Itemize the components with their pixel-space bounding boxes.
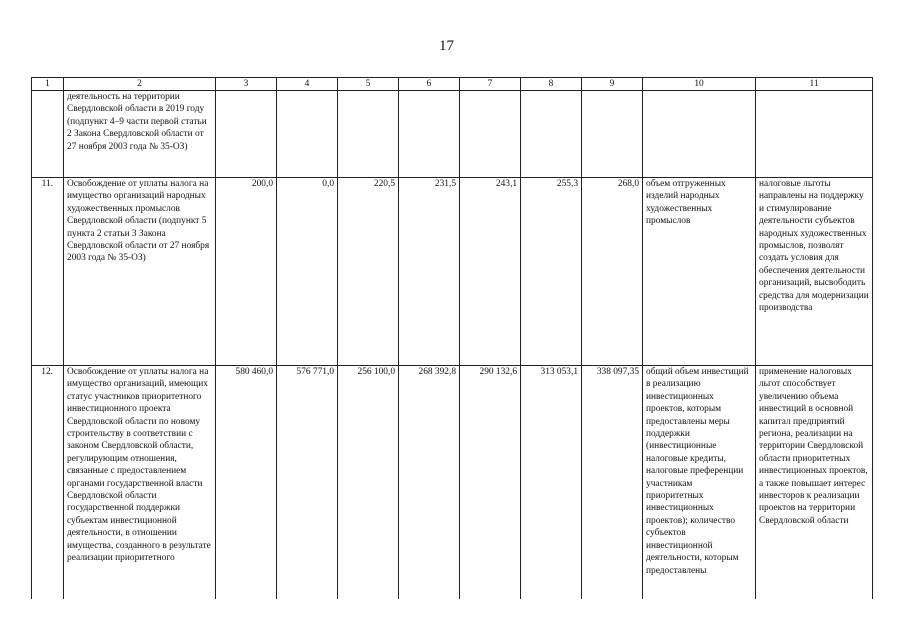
value-cell: 220,5: [338, 178, 399, 366]
value-cell: 580 460,0: [216, 366, 277, 600]
column-number-row: [32, 78, 873, 91]
indicator-cell: общий объем инвестиций в реализацию инвестиционных проектов, которым предоставлены меры поддержки (инвестиционные налоговые кредиты, налоговые преференции участникам приоритетных инвестиционных проектов); количество субъектов инвестиционной деятельности, которым предоставлены: [643, 366, 756, 600]
column-number: 10: [643, 78, 756, 91]
value-cell: [399, 91, 460, 178]
table-row: [32, 366, 873, 600]
value-cell: [277, 91, 338, 178]
column-number: 7: [460, 78, 521, 91]
column-number: 1: [32, 78, 64, 91]
value-cell: 200,0: [216, 178, 277, 366]
value-cell: 313 053,1: [521, 366, 582, 600]
row-number: 12.: [32, 366, 64, 600]
value-cell: 256 100,0: [338, 366, 399, 600]
column-number: 9: [582, 78, 643, 91]
tax-benefits-table: [31, 77, 873, 599]
benefit-description: Освобождение от уплаты налога на имущество организаций, имеющих статус участников приоритетного инвестиционного проекта Свердловской области по новому строительству в соответствии с законом Свердловской области, регулирующим отношения, связанные с предоставлением органами государственной власти Свердловской области государственной поддержки субъектам инвестиционной деятельности, в отношении имущества, созданного в результате реализации приоритетного: [64, 366, 216, 600]
value-cell: 243,1: [460, 178, 521, 366]
column-number: 6: [399, 78, 460, 91]
column-number: 3: [216, 78, 277, 91]
justification-cell: налоговые льготы направлены на поддержку и стимулирование деятельности субъектов народных художественных промыслов, позволят создать условия для обеспечения деятельности организаций, высвободить средства для модернизации производства: [756, 178, 873, 366]
column-number: 4: [277, 78, 338, 91]
value-cell: [338, 91, 399, 178]
benefit-description: деятельность на территории Свердловской области в 2019 году (подпункт 4–9 части первой статьи 2 Закона Свердловской области от 27 ноября 2003 года № 35-ОЗ): [64, 91, 216, 178]
value-cell: 268 392,8: [399, 366, 460, 600]
value-cell: 255,3: [521, 178, 582, 366]
page-number: 17: [439, 38, 454, 54]
value-cell: 338 097,35: [582, 366, 643, 600]
justification-cell: применение налоговых льгот способствует увеличению объема инвестиций в основной капитал предприятий региона, реализации на территории Свердловской области приоритетных инвестиционных проектов, а также повышает интерес инвесторов к реализации проектов на территории Свердловской области: [756, 366, 873, 600]
value-cell: 0,0: [277, 178, 338, 366]
value-cell: [460, 91, 521, 178]
value-cell: 231,5: [399, 178, 460, 366]
row-number: [32, 91, 64, 178]
row-number: 11.: [32, 178, 64, 366]
value-cell: 576 771,0: [277, 366, 338, 600]
value-cell: [521, 91, 582, 178]
value-cell: [582, 91, 643, 178]
indicator-cell: [643, 91, 756, 178]
indicator-cell: объем отгруженных изделий народных художественных промыслов: [643, 178, 756, 366]
column-number: 11: [756, 78, 873, 91]
column-number: 8: [521, 78, 582, 91]
column-number: 5: [338, 78, 399, 91]
table-row: [32, 178, 873, 366]
value-cell: 290 132,6: [460, 366, 521, 600]
value-cell: 268,0: [582, 178, 643, 366]
table-row: [32, 91, 873, 178]
justification-cell: [756, 91, 873, 178]
column-number: 2: [64, 78, 216, 91]
benefit-description: Освобождение от уплаты налога на имущество организаций народных художественных промыслов Свердловской области (подпункт 5 пункта 2 статьи 3 Закона Свердловской области от 27 ноября 2003 года № 35-ОЗ): [64, 178, 216, 366]
value-cell: [216, 91, 277, 178]
